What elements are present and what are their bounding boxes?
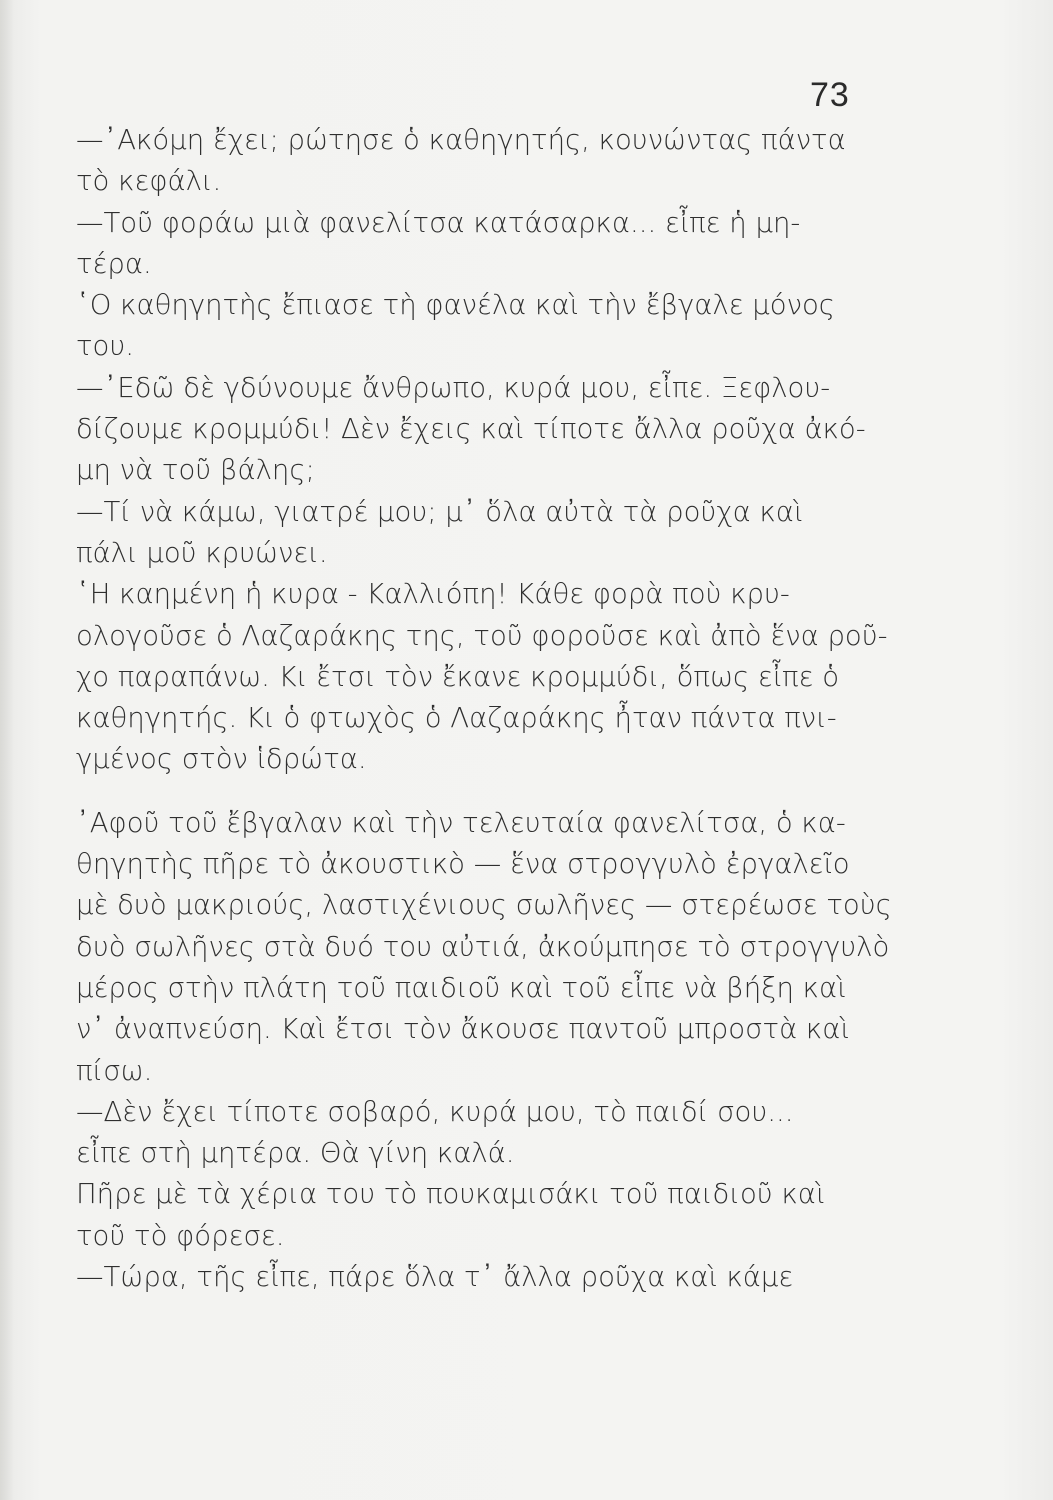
text-line: τοῦ τὸ φόρεσε. <box>76 1219 285 1252</box>
text-line: μέρος στὴν πλάτη τοῦ παιδιοῦ καὶ τοῦ εἶπε νὰ βήξη καὶ <box>76 971 847 1004</box>
text-line: δυὸ σωλῆνες στὰ δυό του αὐτιά, ἀκούμπησε τὸ στρογγυλὸ <box>76 930 890 963</box>
body-text <box>76 120 892 1298</box>
text-line: καθηγητής. Κι ὁ φτωχὸς ὁ Λαζαράκης ἦταν πάντα πνι- <box>76 702 837 735</box>
text-line: τέρα. <box>76 247 152 280</box>
text-line: χο παραπάνω. Κι ἔτσι τὸν ἔκανε κρομμύδι, ὅπως εἶπε ὁ <box>76 660 840 693</box>
text-line: του. <box>76 330 135 363</box>
text-line: —Τί νὰ κάμω, γιατρέ μου; μ᾿ ὅλα αὐτὰ τὰ ροῦχα καὶ <box>76 495 804 528</box>
paragraph-gap <box>76 781 876 803</box>
text-line: πίσω. <box>76 1054 153 1087</box>
page-number: 73 <box>810 76 850 114</box>
text-line: —Τοῦ φοράω μιὰ φανελίτσα κατάσαρκα... εἶπε ἡ μη- <box>76 206 801 239</box>
text-line: δίζουμε κρομμύδι! Δὲν ἔχεις καὶ τίποτε ἄλλα ροῦχα ἀκό- <box>76 413 866 446</box>
text-line: μὲ δυὸ μακριούς, λαστιχένιους σωλῆνες — στερέωσε τοὺς <box>76 889 892 922</box>
spine-shadow <box>0 0 14 1500</box>
text-line: ν᾿ ἀναπνεύση. Καὶ ἔτσι τὸν ἄκουσε παντοῦ μπροστὰ καὶ <box>76 1013 850 1046</box>
text-line: ᾿Αφοῦ τοῦ ἔβγαλαν καὶ τὴν τελευταία φανελίτσα, ὁ κα- <box>76 806 846 839</box>
text-line: —Τώρα, τῆς εἶπε, πάρε ὅλα τ᾿ ἄλλα ροῦχα καὶ κάμε <box>76 1261 794 1294</box>
text-line: μη νὰ τοῦ βάλης; <box>76 454 315 487</box>
text-line: ῾Η καημένη ἡ κυρα - Καλλιόπη! Κάθε φορὰ ποὺ κρυ- <box>76 578 790 611</box>
text-line: —Δὲν ἔχει τίποτε σοβαρό, κυρά μου, τὸ παιδί σου... <box>76 1095 794 1128</box>
text-line: ολογοῦσε ὁ Λαζαράκης της, τοῦ φοροῦσε καὶ ἀπὸ ἕνα ροῦ- <box>76 619 888 652</box>
text-line: ῾Ο καθηγητὴς ἔπιασε τὴ φανέλα καὶ τὴν ἔβγαλε μόνος <box>76 289 835 322</box>
text-line: —᾿Εδῶ δὲ γδύνουμε ἄνθρωπο, κυρά μου, εἶπε. Ξεφλου- <box>76 371 831 404</box>
text-line: πάλι μοῦ κρυώνει. <box>76 536 328 569</box>
text-line: γμένος στὸν ἱδρώτα. <box>76 743 367 776</box>
text-line: θηγητὴς πῆρε τὸ ἀκουστικὸ — ἕνα στρογγυλὸ ἐργαλεῖο <box>76 848 850 881</box>
text-line: Πῆρε μὲ τὰ χέρια του τὸ πουκαμισάκι τοῦ παιδιοῦ καὶ <box>76 1178 826 1211</box>
text-line: εἶπε στὴ μητέρα. Θὰ γίνη καλά. <box>76 1137 515 1170</box>
text-line: —᾿Ακόμη ἔχει; ρώτησε ὁ καθηγητής, κουνώντας πάντα <box>76 124 846 156</box>
text-line: τὸ κεφάλι. <box>76 165 222 198</box>
